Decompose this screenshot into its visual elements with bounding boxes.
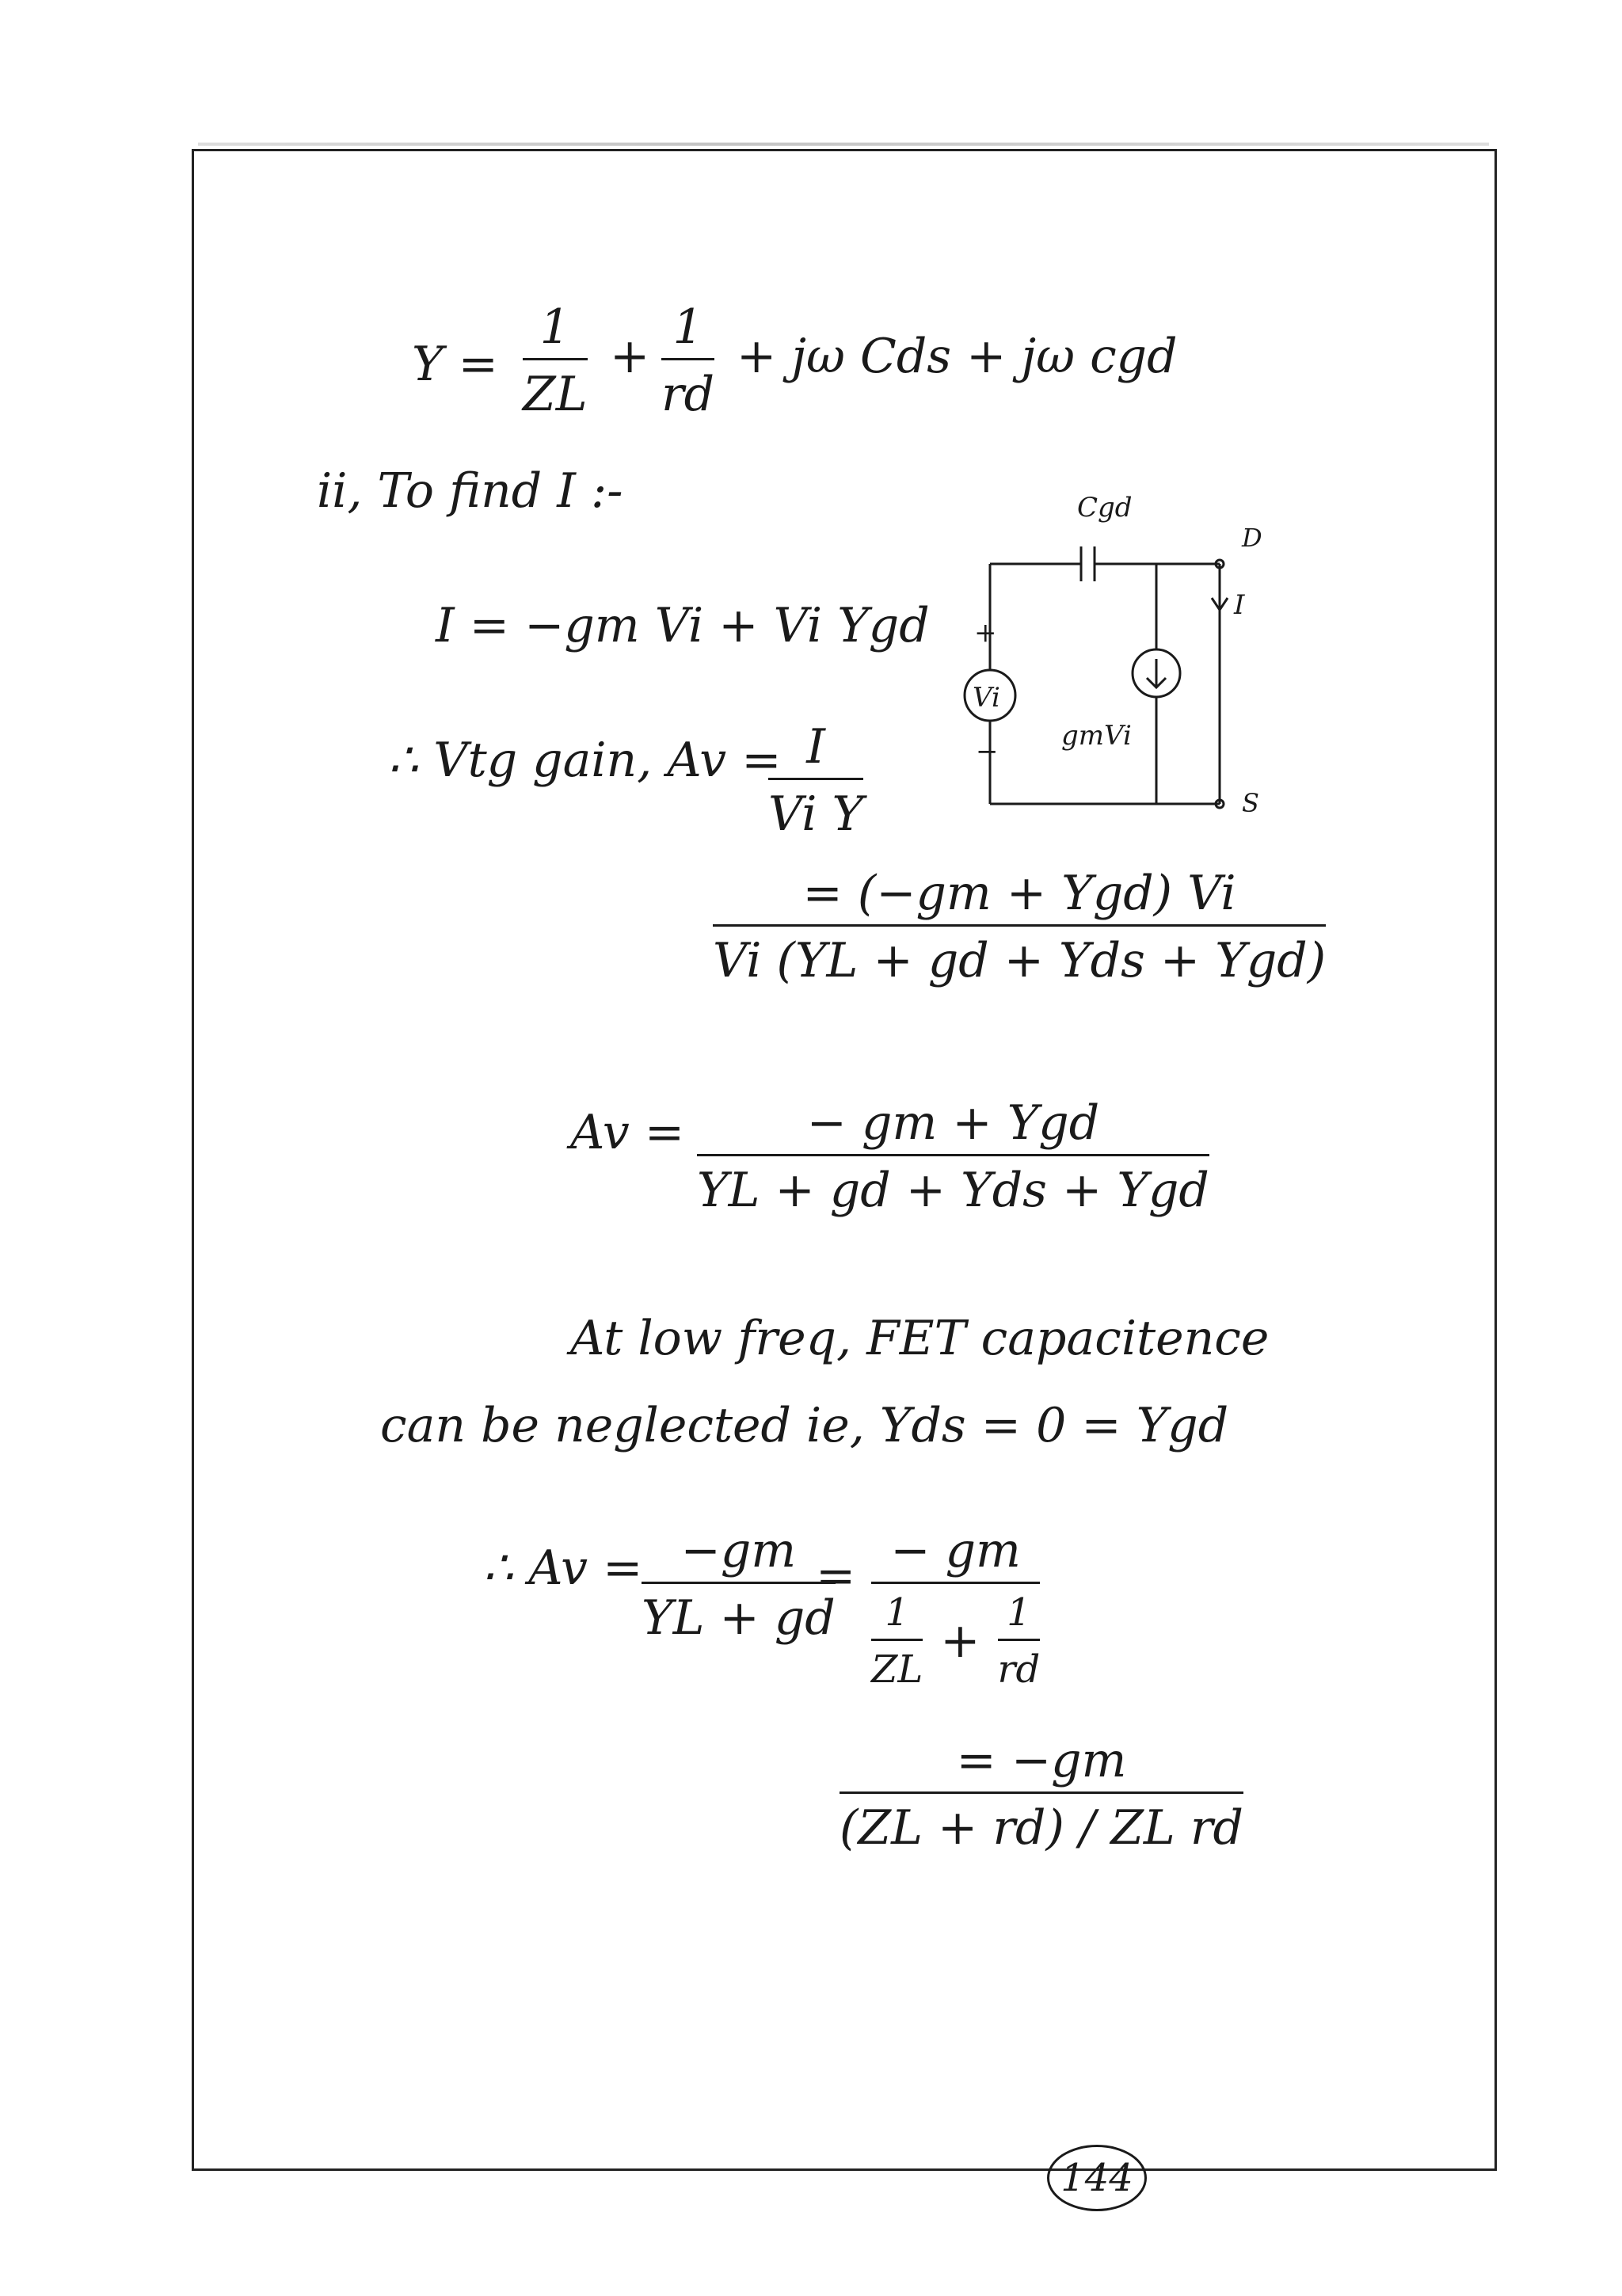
final-f2-den-b-den: rd	[997, 1647, 1041, 1692]
final-f1-num: −gm	[680, 1523, 797, 1578]
page-number: 144	[1047, 2145, 1147, 2211]
admittance-term2	[661, 301, 714, 421]
vi-label: Vi	[973, 682, 1000, 714]
final-fraction-2	[871, 1525, 1040, 1691]
find-heading: ii, To find I :-	[317, 463, 623, 519]
vtg-gain-fraction	[768, 721, 863, 840]
final-f2-num: − gm	[890, 1523, 1021, 1578]
final-f2-den-a-num: 1	[885, 1590, 909, 1635]
admittance-term2-num: 1	[672, 299, 703, 355]
av-num: − gm + Ygd	[806, 1095, 1100, 1151]
admittance-term2-den: rd	[661, 367, 715, 422]
page-edge	[198, 143, 1489, 146]
drain-label: D	[1242, 523, 1262, 553]
admittance-term1	[523, 301, 588, 421]
note-line-1: At low freq, FET capacitence	[570, 1311, 1270, 1366]
vtg-gain-prefix: ∴ Vtg gain, Av =	[388, 733, 782, 788]
admittance-lhs: Y =	[412, 337, 498, 392]
final-fraction-3	[840, 1734, 1243, 1854]
final-f3-num: = −gm	[956, 1733, 1127, 1788]
final-f1-den: YL + gd	[642, 1590, 836, 1646]
admittance-term1-den: ZL	[523, 367, 588, 422]
final-f2-den-b	[998, 1592, 1041, 1691]
final-f2-den	[871, 1592, 1040, 1691]
cap-label: Cgd	[1077, 492, 1133, 524]
gain-expanded-fraction	[713, 867, 1326, 987]
final-lhs: ∴ Av =	[483, 1540, 643, 1596]
final-f2-den-b-num: 1	[1007, 1590, 1031, 1635]
note-line-2: can be neglected ie, Yds = 0 = Ygd	[380, 1398, 1229, 1453]
current-label: I	[1234, 589, 1245, 621]
minus-sign: −	[976, 736, 999, 767]
admittance-term1-num: 1	[539, 299, 570, 355]
av-fraction	[697, 1097, 1209, 1217]
av-den: YL + gd + Yds + Ygd	[697, 1163, 1209, 1218]
admittance-plus: +	[610, 329, 650, 384]
admittance-rest: + jω Cds + jω cgd	[737, 329, 1178, 384]
gain-expanded-num: = (−gm + Ygd) Vi	[802, 866, 1236, 921]
gain-expanded-den: Vi (YL + gd + Yds + Ygd)	[713, 933, 1327, 988]
final-f2-den-plus: +	[940, 1613, 980, 1670]
final-fraction-1	[642, 1525, 836, 1644]
gm-label: gmVi	[1061, 720, 1132, 752]
final-f2-den-a-den: ZL	[871, 1647, 923, 1692]
final-f2-den-a	[871, 1592, 923, 1691]
final-f3-den: (ZL + rd) / ZL rd	[840, 1800, 1243, 1856]
fet-equivalent-circuit	[942, 483, 1275, 816]
capacitor-cgd-icon	[990, 546, 1220, 581]
plus-sign: +	[974, 617, 997, 649]
vtg-gain-den: Vi Y	[768, 786, 864, 842]
av-lhs: Av =	[570, 1105, 685, 1160]
source-label: S	[1242, 788, 1259, 816]
current-equation: I = −gm Vi + Vi Ygd	[436, 598, 930, 653]
final-equals: =	[816, 1548, 856, 1604]
vtg-gain-num: I	[806, 719, 825, 775]
